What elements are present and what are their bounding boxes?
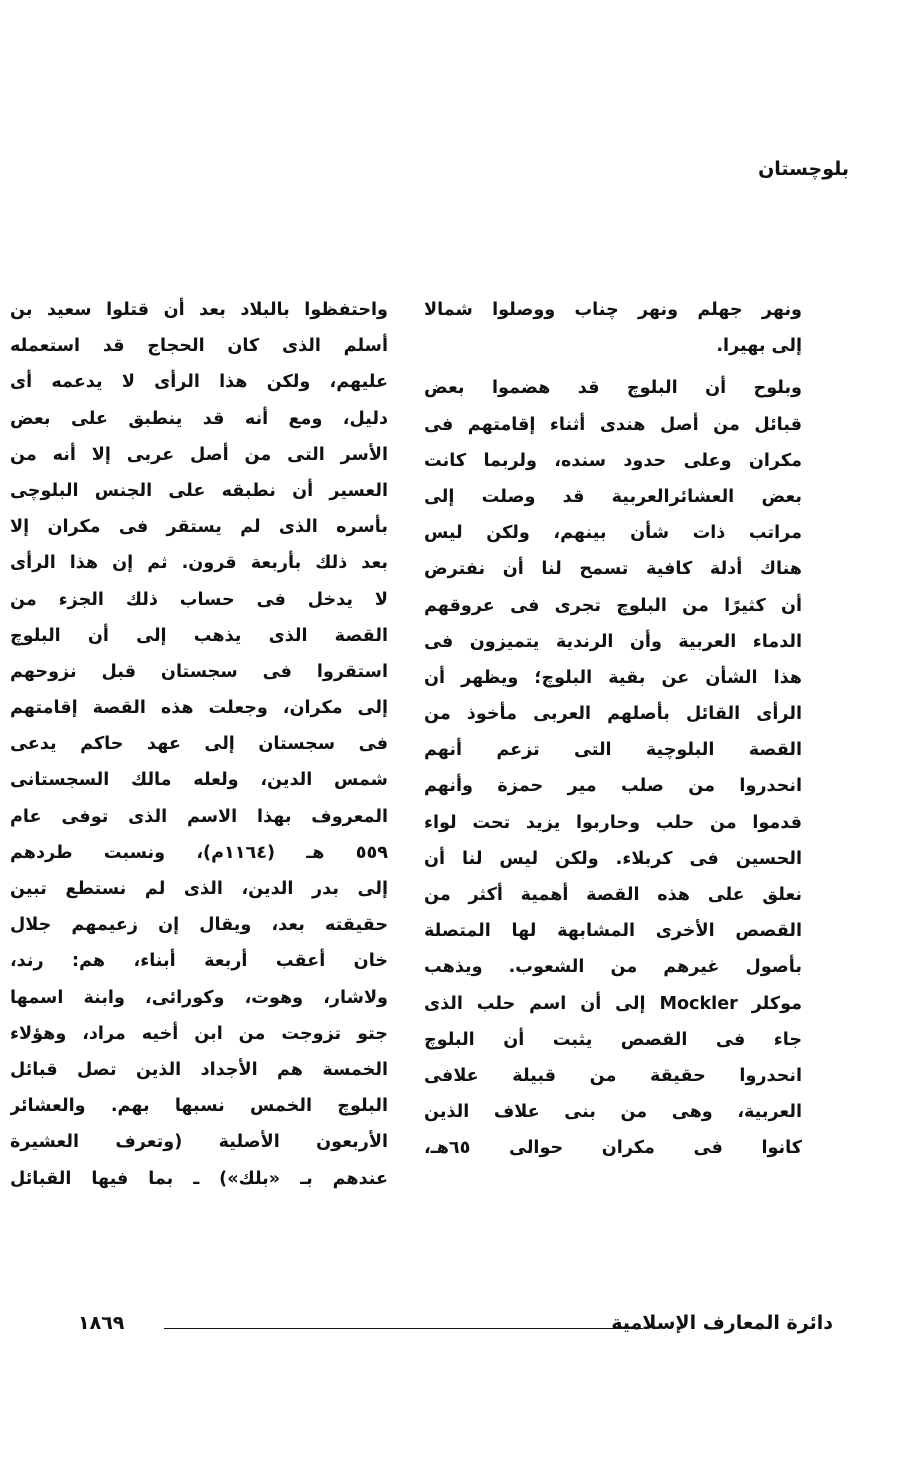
text-line: قبائل من أصل هندى أثناء إقامتهم فى: [424, 414, 802, 435]
text-line: مراتب ذات شأن بينهم، ولكن ليس: [424, 523, 802, 544]
text-line: العسير أن نطبقه على الجنس البلوچى: [10, 480, 388, 501]
page-footer: [78, 1312, 833, 1342]
text-line: ونهر جهلم ونهر چناب ووصلوا شمالا: [424, 300, 802, 320]
text-line: وبلوح أن البلوچ قد هضموا بعض: [424, 378, 802, 399]
text-line: شمس الدين، ولعله مالك السجستانى: [10, 770, 388, 791]
text-line: الخمسة هم الأجداد الذين تصل قبائل: [10, 1059, 388, 1080]
text-line: ٥٥٩ هـ (١١٦٤م)، ونسبت طردهم: [10, 842, 388, 863]
text-line: نعلق على هذه القصة أهمية أكثر من: [424, 885, 802, 905]
text-line: عليهم، ولكن هذا الرأى لا يدعمه أى: [10, 372, 388, 393]
text-line: كانوا فى مكران حوالى ٦٥هـ،: [424, 1138, 802, 1159]
text-column-left: [10, 292, 388, 1197]
text-line: هذا الشأن عن بقية البلوچ؛ ويظهر أن: [424, 667, 802, 688]
text-line: العربية، وهى من بنى علاف الذين: [424, 1102, 802, 1123]
text-line: القصة الذى يذهب إلى أن البلوچ: [10, 625, 388, 646]
text-line: قدموا من حلب وحاربوا يزيد تحت لواء: [424, 812, 802, 833]
text-line: موكلر Mockler إلى أن اسم حلب الذى: [424, 993, 802, 1014]
text-line: البلوچ الخمس نسبها بهم. والعشائر: [10, 1096, 388, 1117]
text-line: إلى بهيرا.: [716, 336, 802, 357]
text-line: خان أعقب أربعة أبناء، هم: رند،: [10, 951, 388, 972]
page-number: ١٨٦٩: [78, 1312, 125, 1334]
text-line: بعد ذلك بأربعة قرون. ثم إن هذا الرأى: [10, 553, 388, 574]
text-line: هناك أدلة كافية تسمح لنا أن نفترض: [424, 559, 802, 580]
text-line: استقروا فى سجستان قبل نزوحهم: [10, 661, 388, 682]
text-line: المعروف بهذا الاسم الذى توفى عام: [10, 806, 388, 827]
text-line: بأصول غيرهم من الشعوب. ويذهب: [424, 957, 802, 978]
running-head-title: بلوچستان: [758, 158, 849, 180]
text-line: القصة البلوچية التى تزعم أنهم: [424, 740, 802, 761]
text-line: بعض العشائرالعربية قد وصلت إلى: [424, 486, 802, 507]
text-line: واحتفظوا بالبلاد بعد أن قتلوا سعيد بن: [10, 300, 388, 320]
text-line: إلى مكران، وجعلت هذه القصة إقامتهم: [10, 698, 388, 719]
text-line: انحدروا حقيقة من قبيلة علافى: [424, 1065, 802, 1086]
text-line: لا يدخل فى حساب ذلك الجزء من: [10, 589, 388, 610]
text-line: انحدروا من صلب مير حمزة وأنهم: [424, 776, 802, 797]
text-line: عندهم بـ «بلك») ـ بما فيها القبائل: [10, 1168, 388, 1189]
text-line: فى سجستان إلى عهد حاكم يدعى: [10, 734, 388, 755]
footer-rule: [164, 1328, 643, 1329]
text-line: مكران وعلى حدود سنده، ولربما كانت: [424, 450, 802, 471]
text-line: ولاشار، وهوت، وكورائى، وابنة اسمها: [10, 987, 388, 1008]
text-line: جتو تزوجت من ابن أخيه مراد، وهؤلاء: [10, 1023, 388, 1044]
text-line: أسلم الذى كان الحجاج قد استعمله: [10, 336, 388, 357]
text-line: أن كثيرًا من البلوچ تجرى فى عروقهم: [424, 595, 802, 616]
text-column-right: [424, 292, 802, 1167]
text-line: الأربعون الأصلية (وتعرف العشيرة: [10, 1132, 388, 1153]
text-line: الرأى القائل بأصلهم العربى مأخوذ من: [424, 704, 802, 725]
text-line: القصص الأخرى المشابهة لها المتصلة: [424, 921, 802, 942]
text-line: بأسره الذى لم يستقر فى مكران إلا: [10, 517, 388, 538]
text-line: الأسر التى من أصل عربى إلا أنه من: [10, 444, 388, 465]
text-line: حقيقته بعد، ويقال إن زعيمهم جلال: [10, 915, 388, 936]
text-line: إلى بدر الدين، الذى لم نستطع تبين: [10, 879, 388, 899]
text-line: الدماء العربية وأن الرندية يتميزون فى: [424, 631, 802, 652]
footer-publication-title: دائرة المعارف الإسلامية: [611, 1312, 833, 1334]
text-line: الحسين فى كربلاء. ولكن ليس لنا أن: [424, 848, 802, 869]
text-line: دليل، ومع أنه قد ينطبق على بعض: [10, 408, 388, 429]
text-line: جاء فى القصص يثبت أن البلوچ: [424, 1029, 802, 1050]
